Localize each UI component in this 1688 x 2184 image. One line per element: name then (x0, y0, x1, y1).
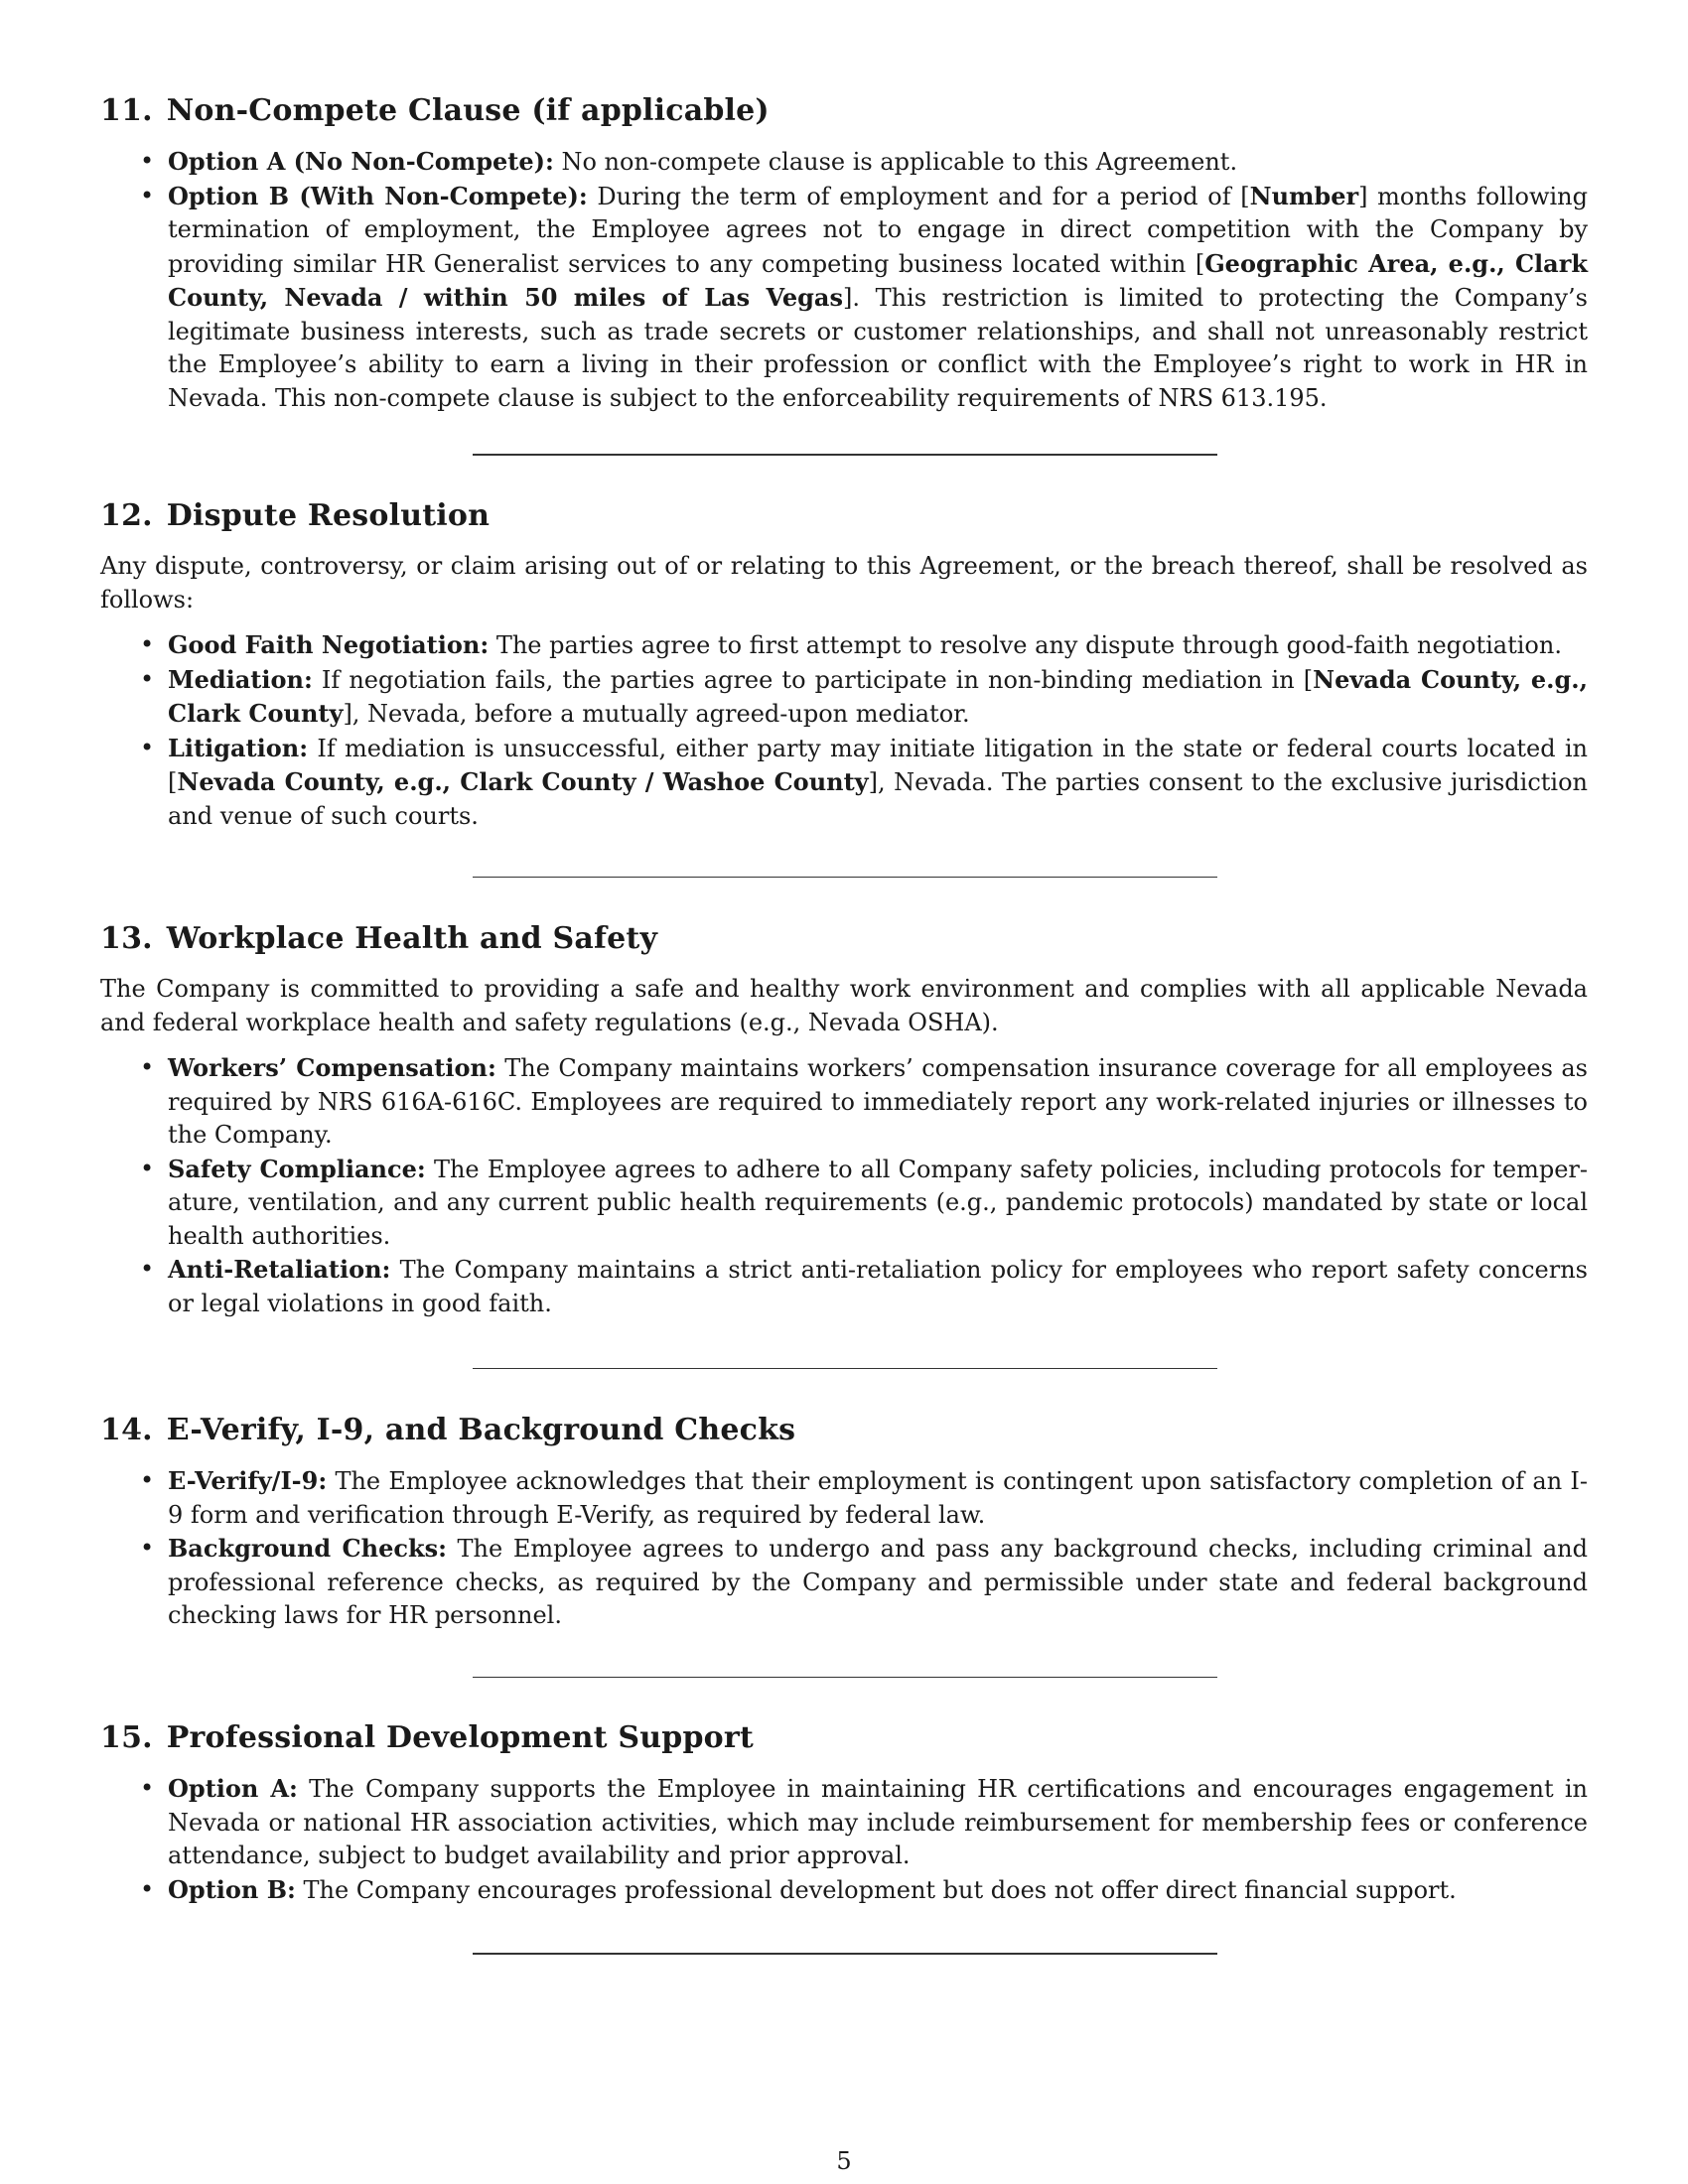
item-text: The Employee acknowledges that their employment is contingent upon satisfactory completion of an I-9 form and verification through E-Verify, as required by federal law. (168, 1467, 1588, 1529)
bullet-list (100, 145, 1588, 415)
bullet-icon: • (140, 1255, 155, 1283)
list-item (100, 1153, 1588, 1254)
bullet-icon: • (140, 630, 155, 658)
item-text: If negotiation fails, the parties agree to participate in non-binding mediation in [ (312, 665, 1314, 694)
section-number: 15. (100, 1720, 153, 1755)
placeholder-text: Number (1249, 181, 1359, 210)
item-label: Safety Compliance: (168, 1154, 426, 1183)
section-number: 13. (100, 921, 153, 956)
section-divider (473, 1368, 1217, 1369)
item-label: Option A: (168, 1774, 298, 1803)
item-text: The Company maintains workers’ compensation insurance coverage for all employees as required by NRS 616A-616C. Employees are required to immediately report any work-related injuries or illnesses to the Company. (168, 1054, 1589, 1149)
item-text: ], Nevada. The parties consent to the exclusive jurisdiction and venue of such courts. (168, 768, 1588, 830)
section-number: 12. (100, 498, 153, 533)
list-item (100, 663, 1588, 732)
bullet-list (100, 1051, 1588, 1320)
section-divider (473, 1953, 1217, 1955)
item-label: Workers’ Compensation: (168, 1053, 496, 1082)
section-number: 11. (100, 93, 153, 128)
item-text: The Company encourages professional development but does not offer direct financial support. (295, 1875, 1457, 1904)
bullet-list (100, 1464, 1588, 1633)
placeholder-text: Geographic Area, e.g., Clark County, Nevada / within 50 miles of Las Vegas (168, 248, 1588, 312)
list-item (100, 1772, 1588, 1873)
section-intro: The Company is committed to providing a safe and healthy work environment and complies with all applicable Nevada and federal workplace health and safety regulations (e.g., Nevada OSHA). (100, 975, 1588, 1036)
item-text: The Employee agrees to undergo and pass any background checks, including criminal and professional reference checks, as required by the Company and permissible under state and federal background checking laws for HR personnel. (168, 1535, 1589, 1629)
item-text: ]. This restriction is limited to protecting the Company’s legitimate business interests, such as trade secrets or customer relationships, and shall not unreasonably restrict the Employee’s ability to earn a living in their profession or conflict with the Employee’s right to work in HR in Nevada. This non-compete clause is subject to the enforceability requirements of NRS 613.195. (168, 284, 1588, 412)
list-item (100, 628, 1588, 663)
item-label: Anti-Retaliation: (168, 1255, 391, 1284)
item-label: Litigation: (168, 733, 309, 762)
item-text: During the term of employment and for a period of [ (587, 182, 1250, 210)
item-text: The Company supports the Employee in maintaining HR certifications and encourages engagement in Nevada or national HR association activities, which may include reimbursement for membership fees or conference attendance, subject to budget availability and prior approval. (168, 1775, 1588, 1869)
item-text: ] months following termination of employment, the Employee agrees not to engage in direct competition with the Company by providing similar HR Generalist services to any competing business located within [ (168, 182, 1588, 278)
page-number: 5 (836, 2147, 852, 2175)
section-title: Professional Development Support (166, 1720, 754, 1755)
item-label: Good Faith Negotiation: (168, 630, 490, 659)
list-item (100, 180, 1588, 416)
item-text: The parties agree to first attempt to resolve any dispute through good-faith negotiation. (489, 631, 1562, 659)
bullet-icon: • (140, 1053, 155, 1081)
bullet-icon: • (140, 1874, 155, 1903)
bullet-icon: • (140, 147, 155, 175)
section-dispute-resolution (100, 496, 1588, 833)
item-label: Option B (With Non-Compete): (168, 181, 588, 210)
section-heading (100, 91, 1588, 131)
section-heading (100, 919, 1588, 959)
bullet-icon: • (140, 1154, 155, 1182)
section-divider (473, 1677, 1217, 1678)
list-item (100, 1873, 1588, 1908)
placeholder-text: Nevada County, e.g., Clark County (168, 664, 1588, 728)
placeholder-text: Nevada County, e.g., Clark County / Washoe County (177, 767, 869, 796)
section-heading (100, 1718, 1588, 1758)
item-text: The Company maintains a strict anti-retaliation policy for employees who report safety concerns or legal violations in good faith. (168, 1256, 1588, 1317)
section-title: E-Verify, I-9, and Background Checks (166, 1413, 796, 1447)
section-title: Non-Compete Clause (if applicable) (166, 93, 770, 128)
item-text: The Employee agrees to adhere to all Company safety policies, including protocols for temper-ature, ventilation, and any current public health requirements (e.g., pandemic protocols) mandated by state or local health authorities. (168, 1155, 1589, 1250)
section-intro: Any dispute, controversy, or claim arising out of or relating to this Agreement, or the breach thereof, shall be resolved as follows: (100, 552, 1588, 614)
list-item (100, 145, 1588, 180)
section-heading (100, 1411, 1588, 1450)
list-item (100, 1253, 1588, 1320)
bullet-icon: • (140, 181, 155, 209)
list-item (100, 1532, 1588, 1633)
section-title: Workplace Health and Safety (166, 921, 658, 956)
bullet-icon: • (140, 1466, 155, 1494)
section-divider (473, 877, 1217, 878)
list-item (100, 732, 1588, 834)
bullet-icon: • (140, 664, 155, 693)
item-text: No non-compete clause is applicable to this Agreement. (553, 148, 1238, 176)
bullet-list (100, 628, 1588, 833)
bullet-icon: • (140, 1534, 155, 1562)
section-number: 14. (100, 1413, 153, 1447)
list-item (100, 1051, 1588, 1153)
item-text: If mediation is unsuccessful, either party may initiate litigation in the state or federal courts located in [ (168, 734, 1588, 796)
item-label: E-Verify/I-9: (168, 1466, 328, 1495)
section-non-compete (100, 91, 1588, 415)
bullet-list (100, 1772, 1588, 1907)
item-text: ], Nevada, before a mutually agreed-upon mediator. (343, 700, 970, 728)
item-label: Background Checks: (168, 1534, 447, 1563)
list-item (100, 1464, 1588, 1532)
section-background-checks (100, 1411, 1588, 1633)
bullet-icon: • (140, 733, 155, 761)
bullet-icon: • (140, 1774, 155, 1802)
section-professional-development (100, 1718, 1588, 1907)
item-label: Mediation: (168, 664, 313, 694)
section-health-safety (100, 919, 1588, 1320)
section-title: Dispute Resolution (166, 498, 491, 533)
item-label: Option B: (168, 1874, 296, 1904)
item-label: Option A (No Non-Compete): (168, 147, 554, 176)
section-heading (100, 496, 1588, 536)
section-divider (473, 454, 1217, 456)
